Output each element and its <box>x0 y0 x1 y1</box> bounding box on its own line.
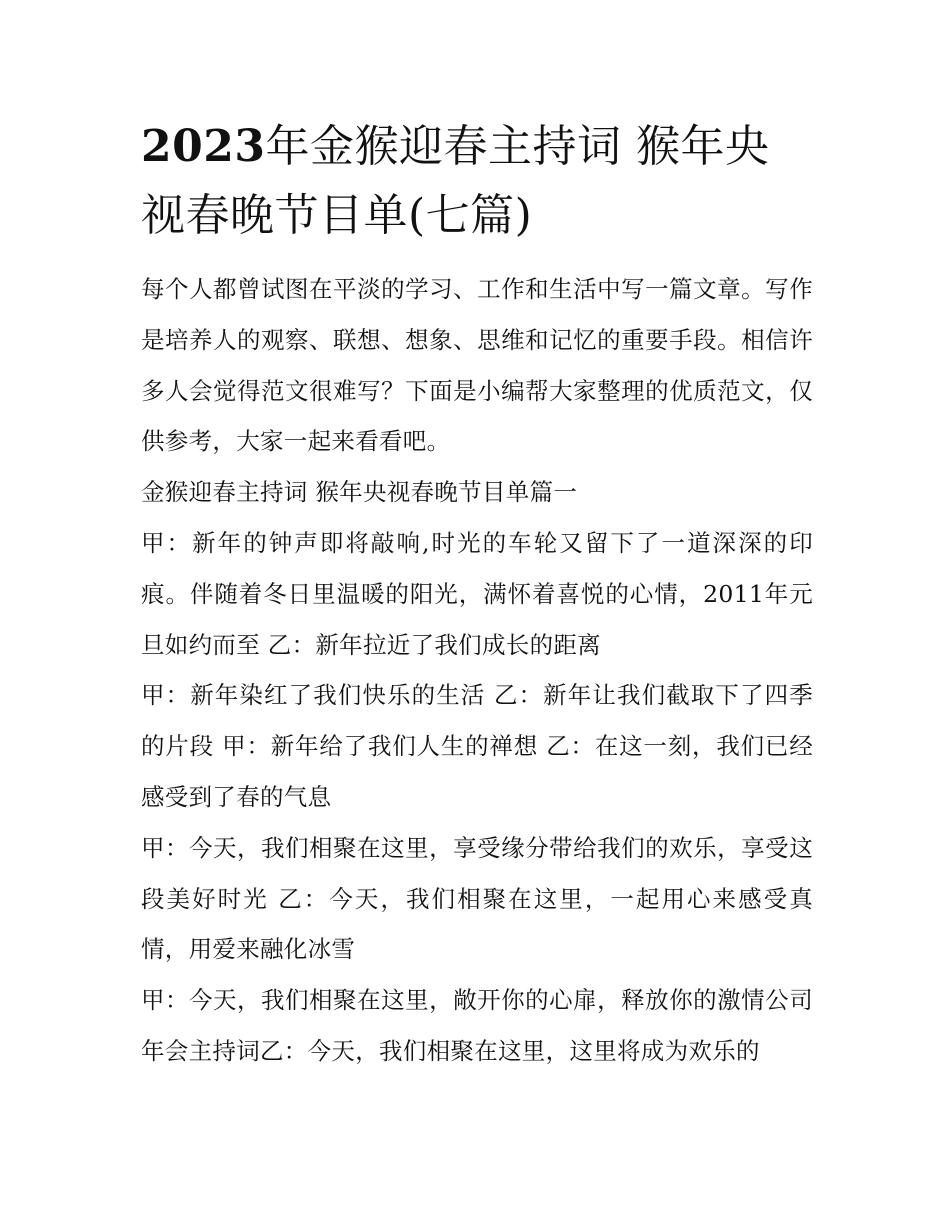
title-text: 年金猴迎春主持词 猴年央视春晚节目单(七篇) <box>141 121 770 241</box>
document-title <box>141 112 813 250</box>
script-paragraph: 甲：今天，我们相聚在这里，敞开你的心扉，释放你的激情公司年会主持词乙：今天，我们相聚在这里，这里将成为欢乐的 <box>141 986 813 1065</box>
intro-paragraph: 每个人都曾试图在平淡的学习、工作和生活中写一篇文章。写作是培养人的观察、联想、想象、思维和记忆的重要手段。相信许多人会觉得范文很难写？下面是小编帮大家整理的优质范文，仅供参考，大家一起来看看吧。 <box>141 275 813 456</box>
script-paragraph: 甲：新年染红了我们快乐的生活 乙：新年让我们截取下了四季的片段 甲：新年给了我们人生的禅想 乙：在这一刻，我们已经感受到了春的气息 <box>141 681 813 811</box>
script-paragraph: 甲：新年的钟声即将敲响,时光的车轮又留下了一道深深的印痕。伴随着冬日里温暖的阳光，满怀着喜悦的心情，2011年元旦如约而至 乙：新年拉近了我们成长的距离 <box>141 528 813 659</box>
script-paragraph: 甲：今天，我们相聚在这里，享受缘分带给我们的欢乐，享受这段美好时光 乙：今天，我们相聚在这里，一起用心来感受真情，用爱来融化冰雪 <box>141 833 813 964</box>
section-heading: 金猴迎春主持词 猴年央视春晚节目单篇一 <box>141 478 578 507</box>
title-year: 2023 <box>141 121 266 172</box>
document-body <box>141 112 813 1077</box>
